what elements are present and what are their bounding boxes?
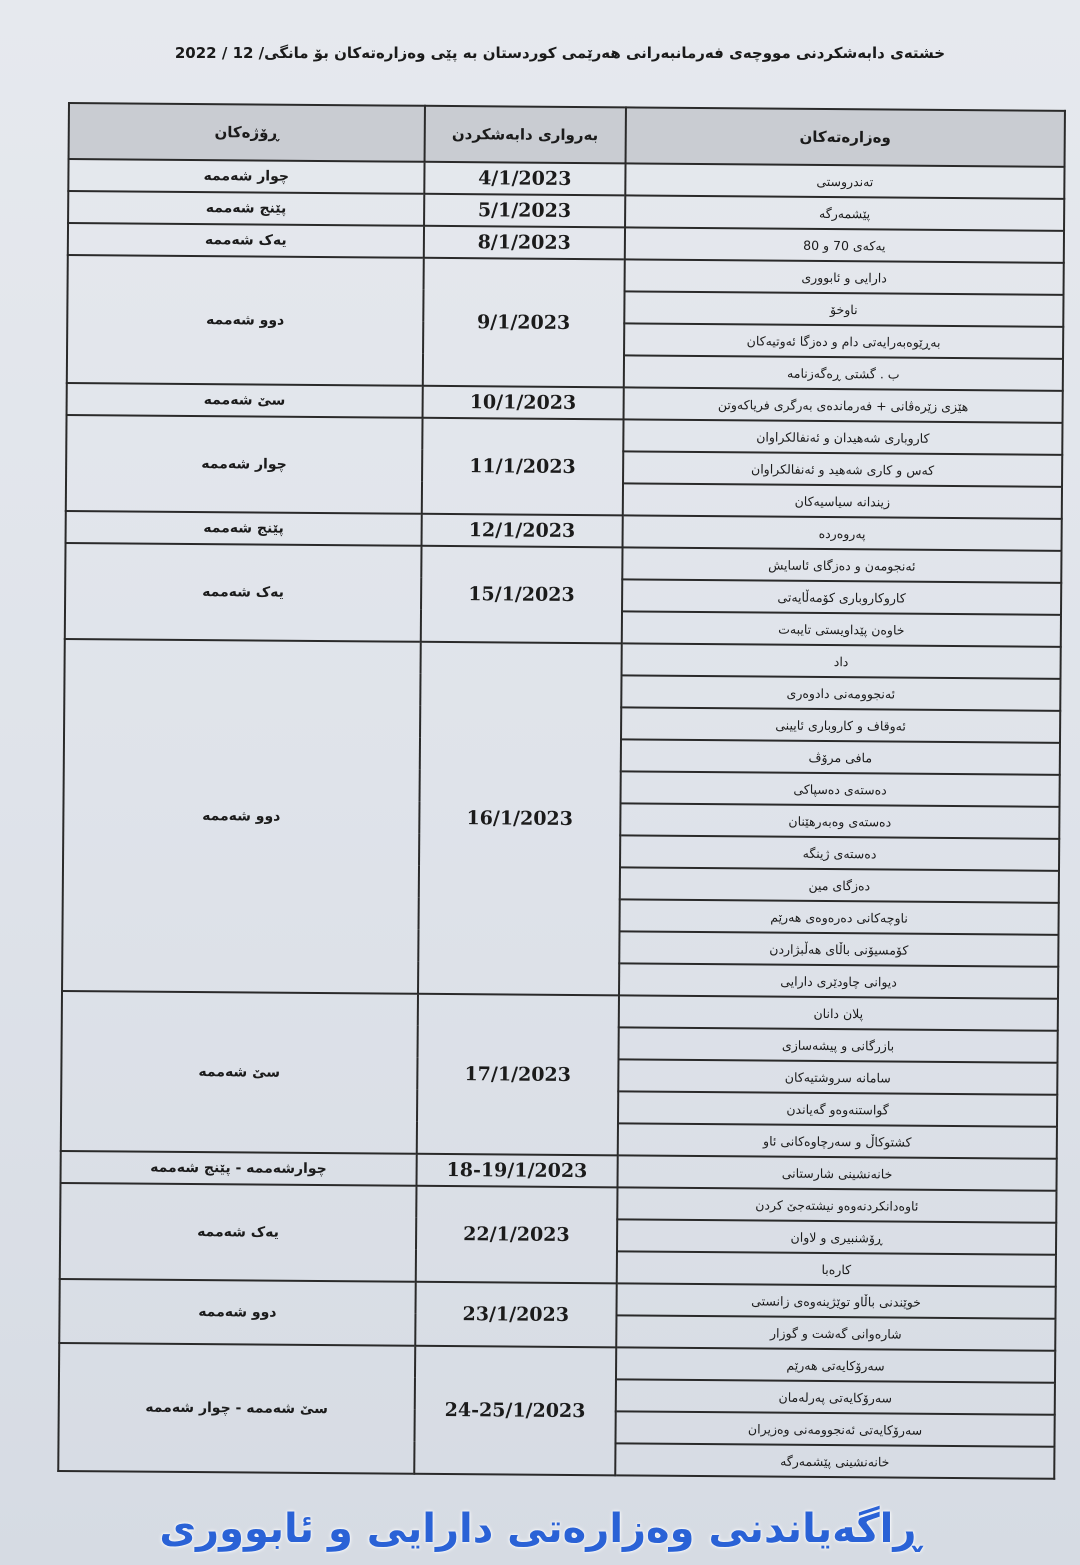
ministry-cell: ئەنجوومەنی دادوەری — [621, 675, 1060, 710]
day-cell: پێنج شەممە — [66, 511, 422, 546]
ministry-cell: کارەبا — [617, 1251, 1056, 1286]
ministry-cell: سەرۆکایەتی پەرلەمان — [616, 1379, 1055, 1414]
schedule-table — [57, 102, 1066, 1480]
table-row — [59, 1343, 1055, 1383]
table-row — [66, 415, 1062, 455]
day-cell: سێ شەممە — [67, 383, 423, 418]
date-cell: 5/1/2023 — [424, 194, 625, 228]
ministry-cell: ئەنجومەن و دەزگای ئاسایش — [622, 547, 1061, 582]
header-days: ڕۆژەکان — [69, 103, 425, 162]
table-row — [65, 639, 1061, 679]
ministry-cell: کشتوکاڵ و سەرچاوەکانی ئاو — [618, 1123, 1057, 1158]
header-ministries: وەزارەتەکان — [625, 107, 1065, 166]
date-cell: 23/1/2023 — [415, 1282, 617, 1348]
ministry-cell: کاروکاروباری کۆمەڵایەتی — [622, 579, 1061, 614]
date-cell: 15/1/2023 — [420, 546, 622, 644]
ministry-cell: بازرگانی و پیشەسازی — [618, 1027, 1057, 1062]
ministry-cell: خانەنشینی شارستانی — [617, 1155, 1056, 1190]
ministry-cell: ئاوەدانکردنەوەو نیشتەجێ کردن — [617, 1187, 1056, 1222]
table-header-row — [69, 103, 1065, 167]
date-cell: 9/1/2023 — [423, 258, 625, 388]
day-cell: چوارشەممە - پێنج شەممە — [61, 1151, 417, 1186]
date-cell: 17/1/2023 — [416, 994, 618, 1156]
day-cell: دوو شەممە — [62, 639, 420, 994]
ministry-cell: ب . گشتی ڕەگەزنامە — [624, 355, 1063, 390]
ministry-cell: یەکەی 70 و 80 — [625, 227, 1064, 262]
ministry-cell: دەستەی دەسپاکی — [620, 771, 1059, 806]
ministry-cell: دارایی و ئابووری — [624, 259, 1063, 294]
ministry-cell: پێشمەرگە — [625, 195, 1064, 230]
date-cell: 10/1/2023 — [422, 386, 623, 420]
ministry-cell: ناوچەکانی دەرەوەی هەرێم — [619, 899, 1058, 934]
header-date: بەرواری دابەشکردن — [424, 106, 626, 164]
ministry-cell: سەرۆکایەتی هەرێم — [616, 1347, 1055, 1382]
document-title: خشتەی دابەشکردنی مووچەی فەرمانبەرانی هەرێمی کوردستان بە پێی وەزارەتەکان بۆ مانگی/ 12 / 2022 — [174, 44, 946, 62]
ministry-cell: خانەنشینی پێشمەرگە — [615, 1443, 1054, 1478]
day-cell: چوار شەممە — [68, 159, 424, 194]
day-cell: پێنج شەممە — [68, 191, 424, 226]
ministry-cell: زیندانە سیاسیەکان — [623, 483, 1062, 518]
ministry-cell: سامانە سروشتیەکان — [618, 1059, 1057, 1094]
date-cell: 8/1/2023 — [424, 226, 625, 260]
ministry-cell: دەستەی ژینگە — [620, 835, 1059, 870]
ministry-cell: تەندروستی — [625, 163, 1064, 198]
date-cell: 24-25/1/2023 — [414, 1346, 616, 1476]
ministry-banner: ڕاگەیاندنی وەزارەتی دارایی و ئابووری — [159, 1506, 921, 1552]
ministry-cell: پلان دانان — [619, 995, 1058, 1030]
ministry-cell: شارەوانی گەشت و گوزار — [616, 1315, 1055, 1350]
date-cell: 12/1/2023 — [421, 514, 622, 548]
day-cell: دوو شەممە — [67, 255, 424, 386]
ministry-cell: دەستەی وەبەرهێنان — [620, 803, 1059, 838]
day-cell: چوار شەممە — [66, 415, 422, 514]
ministry-cell: کۆمسیۆنی باڵای هەڵبژاردن — [619, 931, 1058, 966]
day-cell: یەک شەممە — [60, 1183, 416, 1282]
date-cell: 22/1/2023 — [415, 1186, 617, 1284]
table-row — [62, 991, 1058, 1031]
ministry-cell: ئەوقاف و کاروباری ئایینی — [621, 707, 1060, 742]
ministry-cell: مافی مرۆڤ — [621, 739, 1060, 774]
day-cell: سێ شەممە — [61, 991, 418, 1154]
ministry-cell: کەس و کاری شەهید و ئەنفالکراوان — [623, 451, 1062, 486]
day-cell: سێ شەممە - چوار شەممە — [58, 1343, 415, 1474]
date-cell: 11/1/2023 — [421, 418, 623, 516]
table-row — [65, 543, 1061, 583]
date-cell: 4/1/2023 — [424, 162, 625, 196]
ministry-cell: دیوانی چاودێری دارایی — [619, 963, 1058, 998]
ministry-cell: کاروباری شەهیدان و ئەنفالکراوان — [623, 419, 1062, 454]
table-row — [60, 1183, 1056, 1223]
ministry-cell: سەرۆکایەتی ئەنجوومەنی وەزیران — [615, 1411, 1054, 1446]
date-cell: 18-19/1/2023 — [416, 1154, 617, 1188]
date-cell: 16/1/2023 — [418, 642, 622, 996]
ministry-cell: داد — [621, 643, 1060, 678]
ministry-cell: ناوخۆ — [624, 291, 1063, 326]
table-row — [60, 1279, 1056, 1319]
table-row — [68, 255, 1064, 295]
ministry-cell: خاوەن پێداویستی تایبەت — [622, 611, 1061, 646]
day-cell: دوو شەممە — [59, 1279, 415, 1346]
ministry-cell: ڕۆشنبیری و لاوان — [617, 1219, 1056, 1254]
ministry-cell: پەروەردە — [622, 515, 1061, 550]
ministry-cell: دەزگای مین — [620, 867, 1059, 902]
day-cell: یەک شەممە — [65, 543, 421, 642]
day-cell: یەک شەممە — [68, 223, 424, 258]
table-body — [58, 159, 1064, 1479]
ministry-cell: خوێندنی باڵاو توێژینەوەی زانستی — [616, 1283, 1055, 1318]
ministry-cell: بەڕێوەبەرایەتی دام و دەزگا ئەوتیەکان — [624, 323, 1063, 358]
ministry-cell: گواستنەوەو گەیاندن — [618, 1091, 1057, 1126]
ministry-cell: هێزی زێرەڤانی + فەرماندەی بەرگری فریاکەوتن — [623, 387, 1062, 422]
